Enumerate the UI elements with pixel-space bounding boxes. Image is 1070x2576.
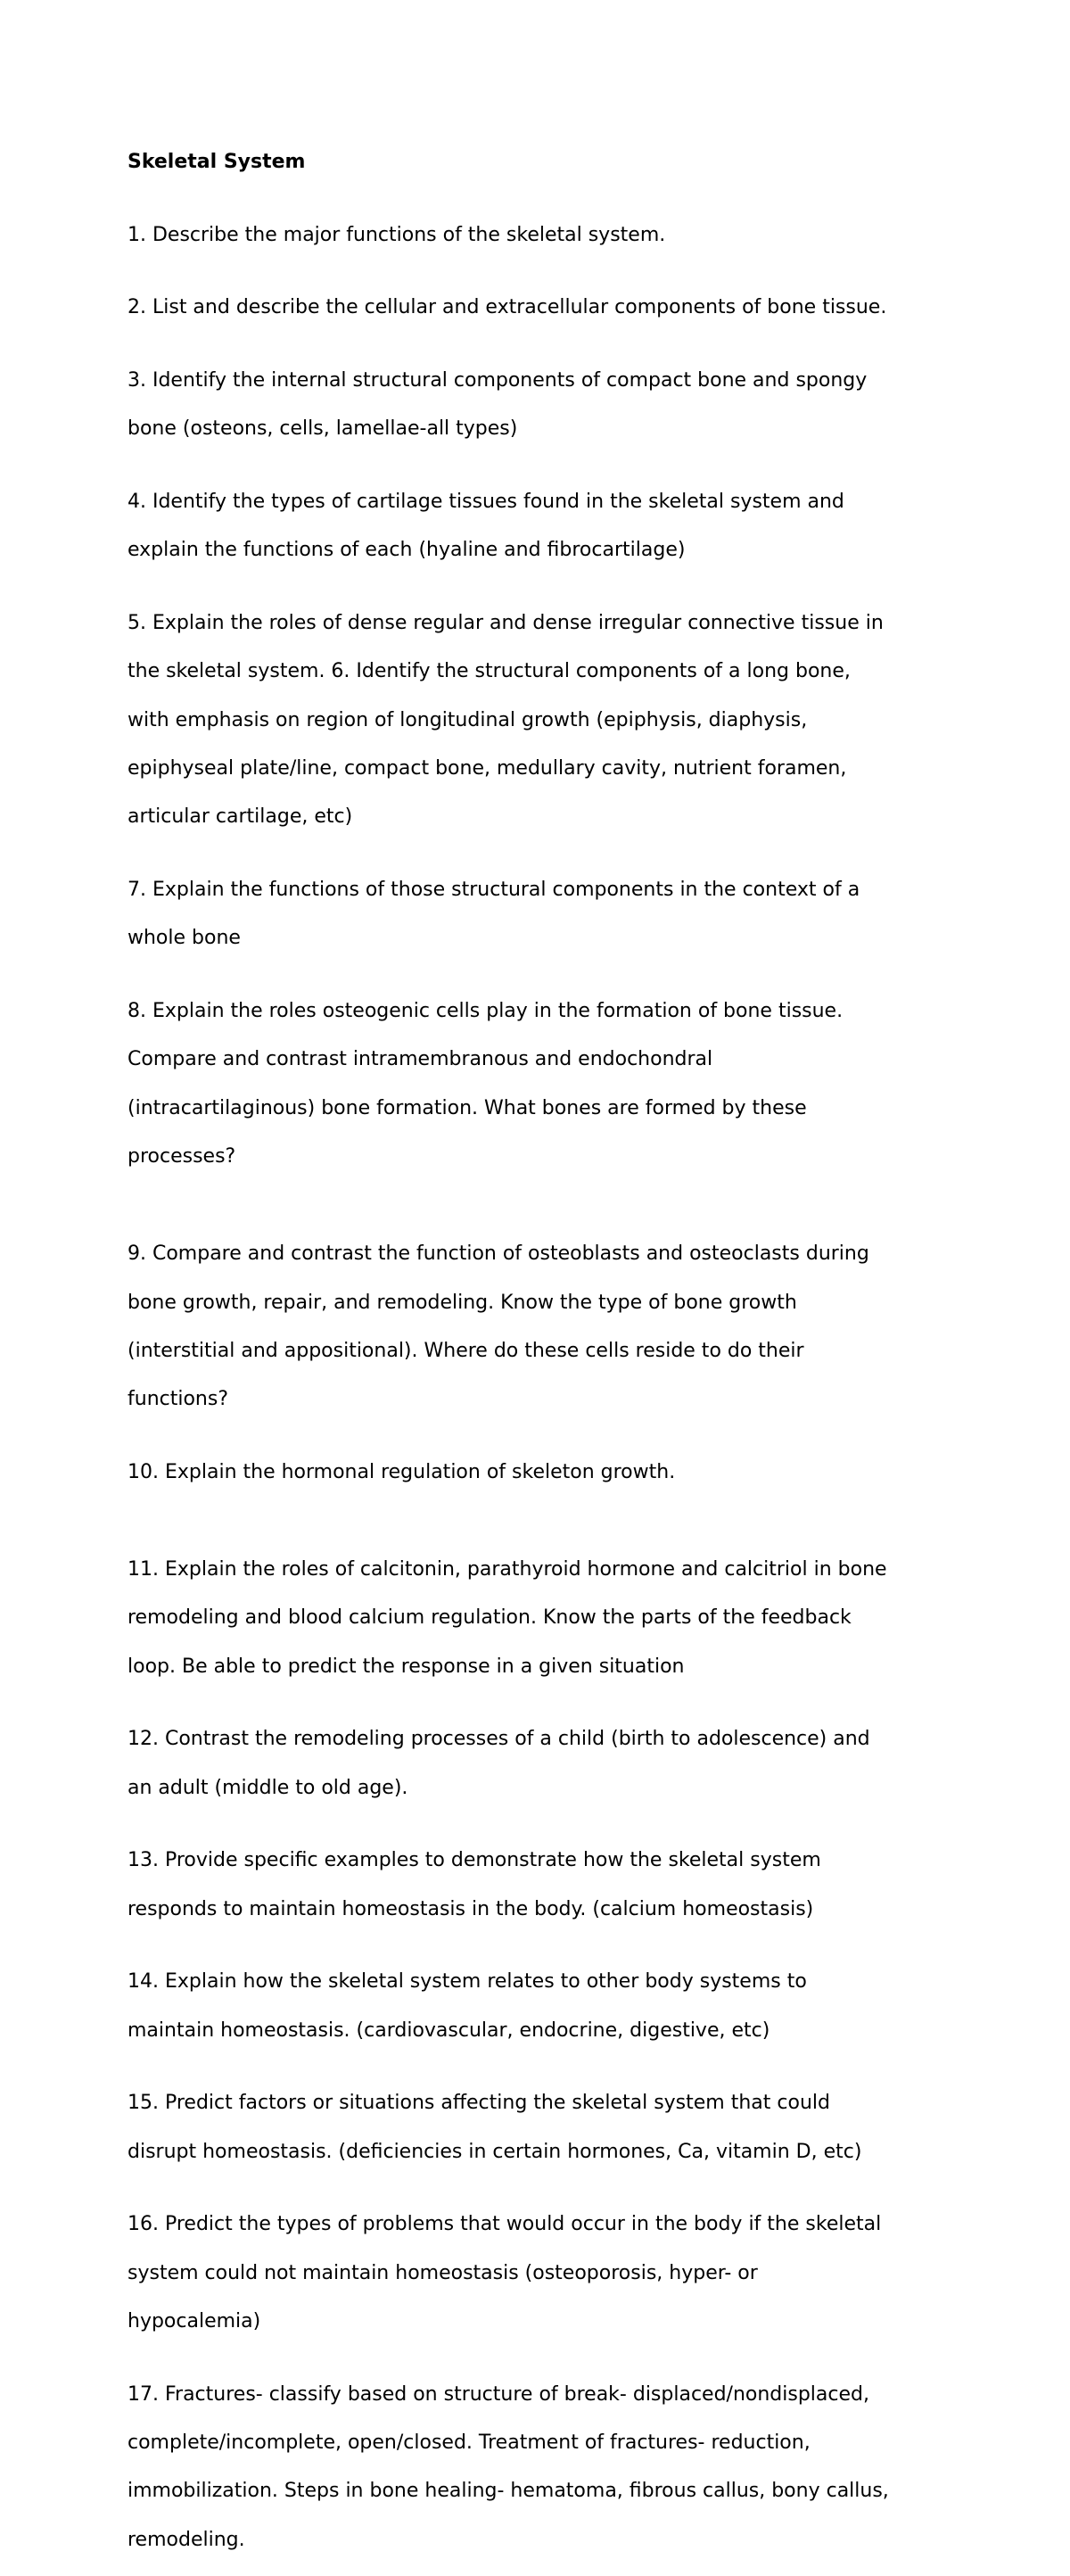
- objective-line: explain the functions of each (hyaline and fibrocartilage): [128, 539, 686, 562]
- objective-line: 8. Explain the roles osteogenic cells play in the formation of bone tissue.: [128, 1000, 844, 1023]
- objective-line: remodeling.: [128, 2528, 245, 2551]
- objective-line: the skeletal system. 6. Identify the structural components of a long bone,: [128, 660, 851, 683]
- objective-item: [128, 198, 957, 271]
- objective-item: [128, 2188, 957, 2357]
- objective-line: epiphyseal plate/line, compact bone, medullary cavity, nutrient foramen,: [128, 757, 847, 780]
- objective-line: (intracartilaginous) bone formation. What bones are formed by these: [128, 1096, 807, 1119]
- objective-item: [128, 975, 957, 1193]
- objective-line: 3. Identify the internal structural components of compact bone and spongy: [128, 368, 868, 392]
- objective-item: [128, 1218, 957, 1436]
- objective-line: 1. Describe the major functions of the skeletal system.: [128, 223, 666, 246]
- objective-line: functions?: [128, 1388, 229, 1411]
- objective-item: [128, 1703, 957, 1824]
- objective-line: 16. Predict the types of problems that would occur in the body if the skeletal: [128, 2213, 882, 2236]
- objective-item: [128, 1945, 957, 2067]
- objective-line: loop. Be able to predict the response in a given situation: [128, 1655, 685, 1678]
- objective-line: whole bone: [128, 927, 241, 950]
- document-body: [128, 150, 957, 2576]
- objective-line: (interstitial and appositional). Where do these cells reside to do their: [128, 1339, 804, 1362]
- objective-line: bone growth, repair, and remodeling. Know the type of bone growth: [128, 1291, 797, 1314]
- objective-item: [128, 1436, 957, 1509]
- objective-line: immobilization. Steps in bone healing- hematoma, fibrous callus, bony callus,: [128, 2480, 889, 2503]
- objective-line: processes?: [128, 1145, 236, 1168]
- objective-item: [128, 2357, 957, 2576]
- objective-line: remodeling and blood calcium regulation. Know the parts of the feedback: [128, 1606, 852, 1630]
- objective-line: maintain homeostasis. (cardiovascular, endocrine, digestive, etc): [128, 2019, 770, 2042]
- objective-line: system could not maintain homeostasis (osteoporosis, hyper- or: [128, 2261, 758, 2284]
- objective-item: [128, 466, 957, 587]
- objective-item: [128, 2067, 957, 2188]
- objective-item: [128, 344, 957, 466]
- objective-line: 4. Identify the types of cartilage tissues found in the skeletal system and: [128, 490, 844, 513]
- objective-item: [128, 1533, 957, 1703]
- blank-line: [128, 174, 957, 198]
- blank-line: [128, 1193, 957, 1218]
- objective-line: Compare and contrast intramembranous and endochondral: [128, 1048, 713, 1071]
- objective-line: disrupt homeostasis. (deficiencies in certain hormones, Ca, vitamin D, etc): [128, 2140, 862, 2163]
- objective-item: [128, 854, 957, 975]
- objective-line: 12. Contrast the remodeling processes of a child (birth to adolescence) and: [128, 1728, 870, 1751]
- objective-line: 11. Explain the roles of calcitonin, parathyroid hormone and calcitriol in bone: [128, 1557, 887, 1581]
- objective-line: 9. Compare and contrast the function of osteoblasts and osteoclasts during: [128, 1243, 869, 1266]
- objective-line: responds to maintain homeostasis in the body. (calcium homeostasis): [128, 1897, 814, 1920]
- objective-line: complete/incomplete, open/closed. Treatment of fractures- reduction,: [128, 2432, 811, 2455]
- objective-line: 10. Explain the hormonal regulation of skeleton growth.: [128, 1460, 676, 1483]
- objective-line: 5. Explain the roles of dense regular and dense irregular connective tissue in: [128, 611, 884, 634]
- objective-item: [128, 271, 957, 344]
- blank-line: [128, 1508, 957, 1532]
- objective-line: hypocalemia): [128, 2310, 261, 2333]
- objective-line: with emphasis on region of longitudinal growth (epiphysis, diaphysis,: [128, 708, 808, 731]
- objective-line: 2. List and describe the cellular and extracellular components of bone tissue.: [128, 296, 887, 319]
- document-title: Skeletal System: [128, 151, 306, 173]
- objective-line: 15. Predict factors or situations affecting the skeletal system that could: [128, 2092, 830, 2115]
- objective-item: [128, 1824, 957, 1945]
- objective-line: articular cartilage, etc): [128, 805, 353, 829]
- objective-line: bone (osteons, cells, lamellae-all types): [128, 417, 518, 441]
- objective-line: an adult (middle to old age).: [128, 1776, 408, 1799]
- objective-line: 7. Explain the functions of those structural components in the context of a: [128, 879, 860, 902]
- objective-line: 17. Fractures- classify based on structure of break- displaced/nondisplaced,: [128, 2382, 869, 2406]
- objective-item: [128, 587, 957, 854]
- objective-line: 13. Provide specific examples to demonstrate how the skeletal system: [128, 1849, 821, 1872]
- objective-line: 14. Explain how the skeletal system relates to other body systems to: [128, 1970, 807, 1994]
